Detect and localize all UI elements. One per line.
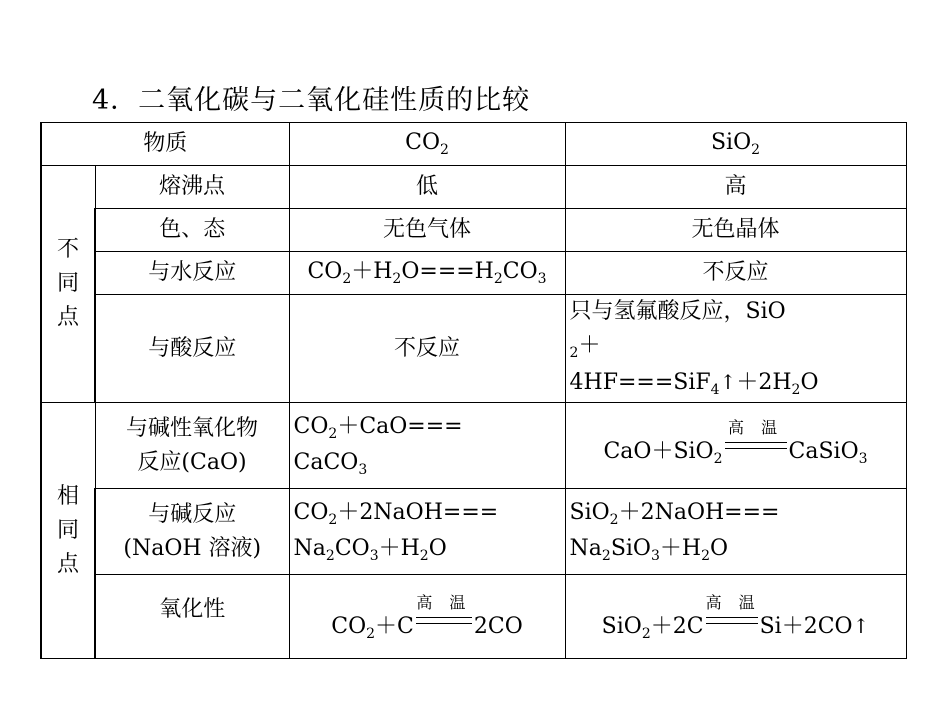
group-label-differences: 不 同 点 [41, 166, 95, 403]
cell-sio2-equation: SiO$_2$＋2C 高 温 Si＋2CO↑ [565, 575, 906, 659]
equation-line-2: $4HF===SiF_4↑+2H_2O$ [569, 370, 819, 398]
up-arrow-icon: ↑ [852, 614, 870, 638]
comparison-table [40, 122, 907, 659]
row-label: 氧化性 [95, 575, 289, 659]
cell-sio2: 高 [565, 166, 906, 209]
cell-co2-equation: $CO_2+2NaOH===$ $Na_2CO_3+H_2O$ [289, 489, 565, 575]
header-sio2: SiO$_2$ [565, 123, 906, 166]
table-row-base [41, 489, 906, 575]
row-label: 与水反应 [95, 252, 289, 295]
group-label-similarities: 相 同 点 [41, 403, 95, 659]
row-label: 熔沸点 [95, 166, 289, 209]
header-substance: 物质 [41, 123, 289, 166]
reaction-condition: 高 温 [706, 610, 758, 644]
cell-sio2-equation: SiO$_2$＋2NaOH=== $Na_2SiO_3+H_2O$ [565, 489, 906, 575]
table-row-acid [41, 295, 906, 403]
cell-co2: 无色气体 [289, 209, 565, 252]
row-label: 与酸反应 [95, 295, 289, 403]
table-row-oxidizing [41, 575, 906, 659]
cell-sio2: 无色晶体 [565, 209, 906, 252]
reaction-condition: 高 温 [416, 610, 472, 644]
cell-co2-equation: $CO_2+CaO===$ CaCO$_3$ [289, 403, 565, 489]
table-row-boiling [41, 166, 906, 209]
equation-line-1: 只与氢氟酸反应，SiO $_2$＋ [569, 299, 786, 361]
header-co2: $CO_2$ [289, 123, 565, 166]
cell-co2-equation: $CO_2+C$ 高 温 2CO [289, 575, 565, 659]
page-title: 4．二氧化碳与二氧化硅性质的比较 [92, 85, 531, 116]
row-label: 与碱反应 (NaOH 溶液) [95, 489, 289, 575]
cell-co2-equation: $CO_2+H_2O===H_2CO_3$ [289, 252, 565, 295]
up-arrow-icon: ↑ [719, 370, 737, 394]
reaction-condition: 高 温 [725, 435, 787, 469]
table-row-water [41, 252, 906, 295]
row-label: 与碱性氧化物 反应(CaO) [95, 403, 289, 489]
cell-sio2-equation: CaO＋SiO$_2$ 高 温 CaSiO$_3$ [565, 403, 906, 489]
cell-co2: 低 [289, 166, 565, 209]
cell-sio2: 不反应 [565, 252, 906, 295]
row-label: 色、态 [95, 209, 289, 252]
table-header-row [41, 123, 906, 166]
cell-sio2-equation [565, 295, 906, 403]
table-row-color [41, 209, 906, 252]
cell-co2: 不反应 [289, 295, 565, 403]
table-row-basic-oxide [41, 403, 906, 489]
